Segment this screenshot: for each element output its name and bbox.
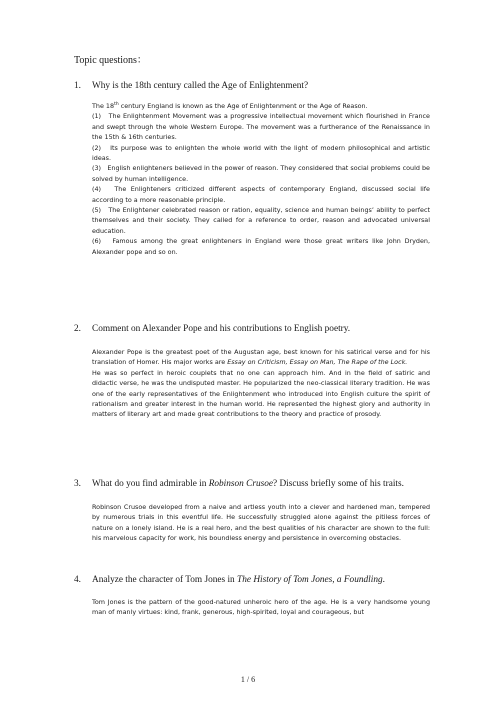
question-1-answer	[92, 101, 430, 257]
answer-point-5: (5) The Enlightener celebrated reason or ration, equality, science and human beings’ ability to perfect themselves and their society. They called for a reference to order, reason and advocated universal education.	[92, 206, 430, 235]
question-3-answer	[92, 502, 430, 544]
question-number: 1.	[74, 81, 81, 91]
answer-paragraph-2: He was so perfect in heroic couplets that no one can approach him. And in the field of satiric and didactic verse, he was the undisputed master. He popularized the neo-classical literary tradition. He was one of the early representatives of the Enlightenment who introduced into English culture the spirit of rationalism and greater interest in the human world. He represented the highest glory and authority in matters of literary art and made great contributions to the theory and practice of prosody.	[92, 368, 430, 419]
topic-heading: Topic questions：	[74, 55, 147, 66]
question-4-heading	[74, 575, 454, 586]
answer-intro: The 18th century England is known as the Age of Enlightenment or the Age of Reason.	[92, 101, 368, 110]
answer-paragraph-1: Robinson Crusoe developed from a naive and artless youth into a clever and hardened man, tempered by numerous trials in this eventful life. He successfully struggled alone against the pitiless forces of nature on a lonely island. He is a real hero, and the best qualities of his character are shown to the full: his marvelous capacity for work, his boundless energy and persistence in overcoming obstacles.	[92, 503, 430, 543]
question-2-heading	[74, 324, 454, 335]
question-number: 3.	[74, 479, 81, 489]
question-title: What do you find admirable in Robinson Crusoe? Discuss briefly some of his traits.	[92, 479, 404, 489]
answer-point-3: (3) English enlighteners believed in the power of reason. They considered that social problems could be solved by human intelligence.	[92, 164, 430, 183]
page-number: 1 / 6	[240, 675, 256, 684]
answer-point-6: (6) Famous among the great enlighteners in England were those great writers like John Dryden, Alexander pope and so on.	[92, 237, 430, 256]
answer-point-4: (4) The Enlighteners criticized different aspects of contemporary England, discussed social life according to a more reasonable principle.	[92, 185, 430, 204]
question-1-heading	[74, 81, 454, 92]
question-number: 2.	[74, 324, 81, 334]
question-title: Comment on Alexander Pope and his contributions to English poetry.	[92, 324, 351, 334]
answer-point-2: (2) Its purpose was to enlighten the whole world with the light of modern philosophical and artistic ideas.	[92, 143, 430, 163]
question-number: 4.	[74, 575, 81, 585]
question-2-answer	[92, 347, 430, 420]
question-title: Analyze the character of Tom Jones in The History of Tom Jones, a Foundling.	[92, 575, 385, 585]
question-4-answer	[92, 597, 430, 618]
question-title: Why is the 18th century called the Age of Enlightenment?	[92, 81, 309, 91]
question-3-heading	[74, 479, 454, 490]
answer-paragraph-1: Alexander Pope is the greatest poet of the Augustan age, best known for his satirical verse and for his translation of Homer. His major works are Essay on Criticism, Essay on Man, The Rape of the Lock.	[92, 348, 430, 367]
answer-paragraph-1: Tom Jones is the pattern of the good-natured unheroic hero of the age. He is a very handsome young man of manly virtues: kind, frank, generous, high-spirited, loyal and courageous, but	[92, 598, 430, 617]
answer-point-1: (1) The Enlightenment Movement was a progressive intellectual movement which flourished in France and swept through the whole Western Europe. The movement was a furtherance of the Renaissance in the 15th & 16th centuries.	[92, 112, 430, 142]
